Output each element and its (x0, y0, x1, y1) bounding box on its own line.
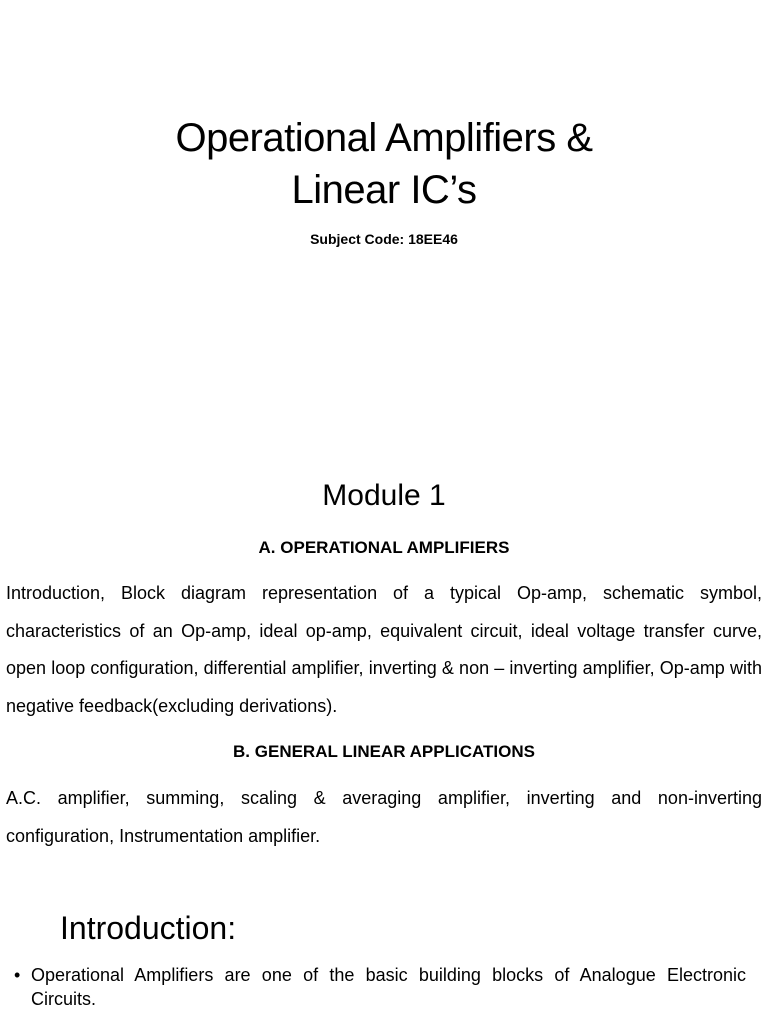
bullet-text: Operational Amplifiers are one of the basic building blocks of Analogue Electronic Circuits. (31, 965, 746, 1009)
introduction-heading: Introduction: (60, 910, 237, 946)
section-a-syllabus-text: Introduction, Block diagram representation of a typical Op-amp, schematic symbol, characteristics of an Op-amp, ideal op-amp, equivalent circuit, ideal voltage transfer curve, open loop configuration, differential amplifier, inverting & non – inverting amplifier, Op-amp with negative feedback(excluding derivations). (6, 583, 762, 716)
document-title-line-1: Operational Amplifiers & (175, 116, 593, 160)
bullet-marker: • (14, 965, 21, 985)
section-a-heading: A. OPERATIONAL AMPLIFIERS (258, 538, 510, 557)
bullet-list-item (14, 963, 746, 1011)
document-title-line-2: Linear IC’s (291, 168, 477, 212)
subject-code: Subject Code: 18EE46 (310, 231, 458, 247)
section-b-heading: B. GENERAL LINEAR APPLICATIONS (233, 742, 535, 761)
module-title: Module 1 (322, 479, 446, 512)
section-b-syllabus-text: A.C. amplifier, summing, scaling & averaging amplifier, inverting and non-inverting configuration, Instrumentation amplifier. (6, 788, 762, 846)
